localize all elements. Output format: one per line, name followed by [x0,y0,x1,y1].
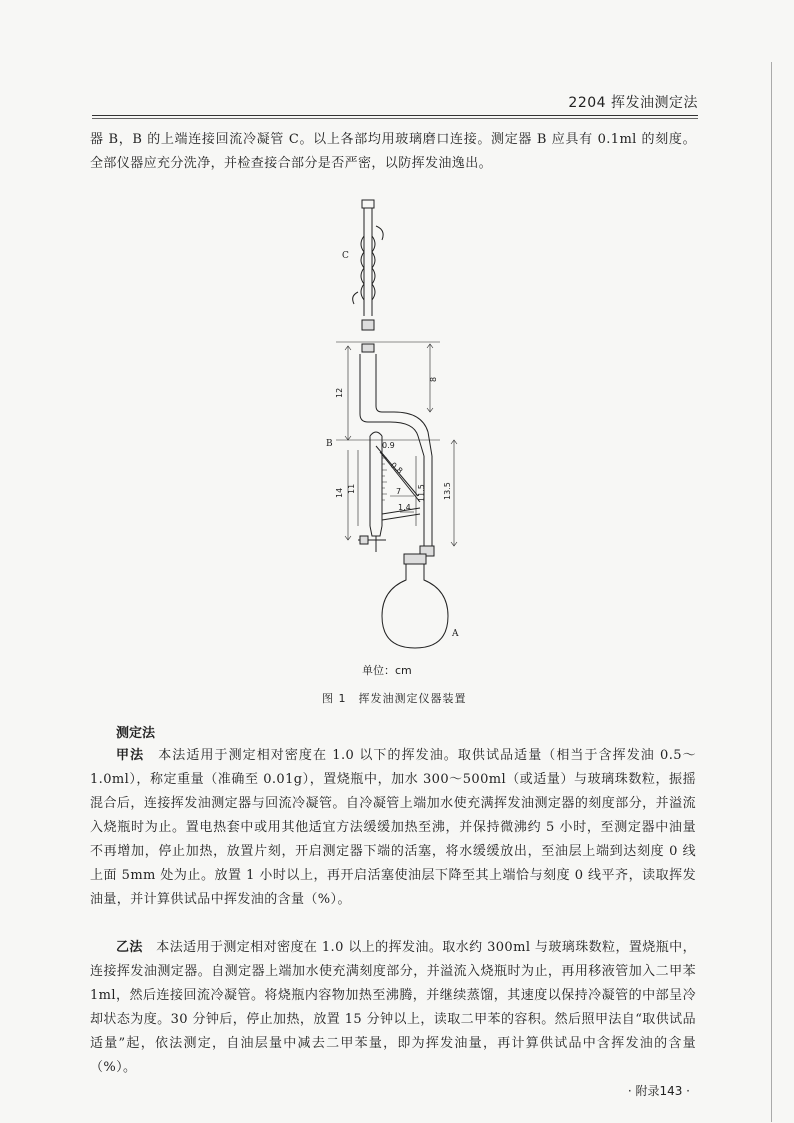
method-b-paragraph [90,936,696,1080]
dim-1-4: 1.4 [398,503,411,512]
dim-11-5: 11.5 [417,484,426,502]
dim-11: 11 [347,483,356,494]
condenser-c [353,200,383,330]
dim-8: 8 [429,376,438,382]
running-header: 2204 挥发油测定法 [568,95,698,111]
method-b-text: 本法适用于测定相对密度在 1.0 以上的挥发油。取水约 300ml 与玻璃珠数粒，置烧瓶中，连接挥发油测定器。自测定器上端加水使充满刻度部分，并溢流入烧瓶时为止，再用移液管加入二甲苯 1ml，然后连接回流冷凝管。将烧瓶内容物加热至沸腾，并继续蒸馏，其速度以保持冷凝管的中部呈冷却状态为度。30 分钟后，停止加热，放置 15 分钟以上，读取二甲苯的容积。然后照甲法自“取供试品适量”起，依法测定，自油层量中减去二甲苯量，即为挥发油量，再计算供试品中含挥发油的含量（%）。 [90,940,696,1075]
label-c: C [342,251,349,261]
dim-14: 14 [335,487,344,498]
page-number: · 附录143 · [627,1084,690,1098]
dim-12: 12 [335,387,344,398]
method-b-lead: 乙法 [116,940,143,955]
label-a: A [452,629,459,639]
figure-unit: 单位：cm [362,664,412,677]
apparatus-figure [320,196,480,656]
intro-paragraph: 器 B，B 的上端连接回流冷凝管 C。以上各部均用玻璃磨口连接。测定器 B 应具有 0.1ml 的刻度。全部仪器应充分洗净，并检查接合部分是否严密，以防挥发油逸出。 [90,132,696,171]
figure-caption: 图 1 挥发油测定仪器装置 [322,692,467,705]
apparatus-diagram [320,196,480,656]
dim-0-8: 0.8 [388,460,405,476]
method-a-lead: 甲法 [116,748,145,763]
section-heading: 测定法 [116,726,156,741]
method-a-text: 本法适用于测定相对密度在 1.0 以下的挥发油。取供试品适量（相当于含挥发油 0.5～1.0ml），称定重量（准确至 0.01g），置烧瓶中，加水 300～500ml（或适量）与玻璃珠数粒，振摇混合后，连接挥发油测定器与回流冷凝管。自冷凝管上端加水使充满挥发油测定器的刻度部分，并溢流入烧瓶时为止。置电热套中或用其他适宜方法缓缓加热至沸，并保持微沸约 5 小时，至测定器中油量不再增加，停止加热，放置片刻，开启测定器下端的活塞，将水缓缓放出，至油层上端到达刻度 0 线上面 5mm 处为止。放置 1 小时以上，再开启活塞使油层下降至其上端恰与刻度 0 线平齐，读取挥发油量，并计算供试品中挥发油的含量（%）。 [90,748,696,907]
dim-0-9: 0.9 [382,441,395,450]
header-rule-thin [92,118,698,119]
dim-13-5: 13.5 [443,482,452,500]
dim-7: 7 [396,487,402,496]
method-a-paragraph [90,744,696,912]
flask-a [382,554,448,648]
header-rule [92,115,698,116]
label-b: B [326,439,333,449]
page-edge-rule [771,62,772,1122]
